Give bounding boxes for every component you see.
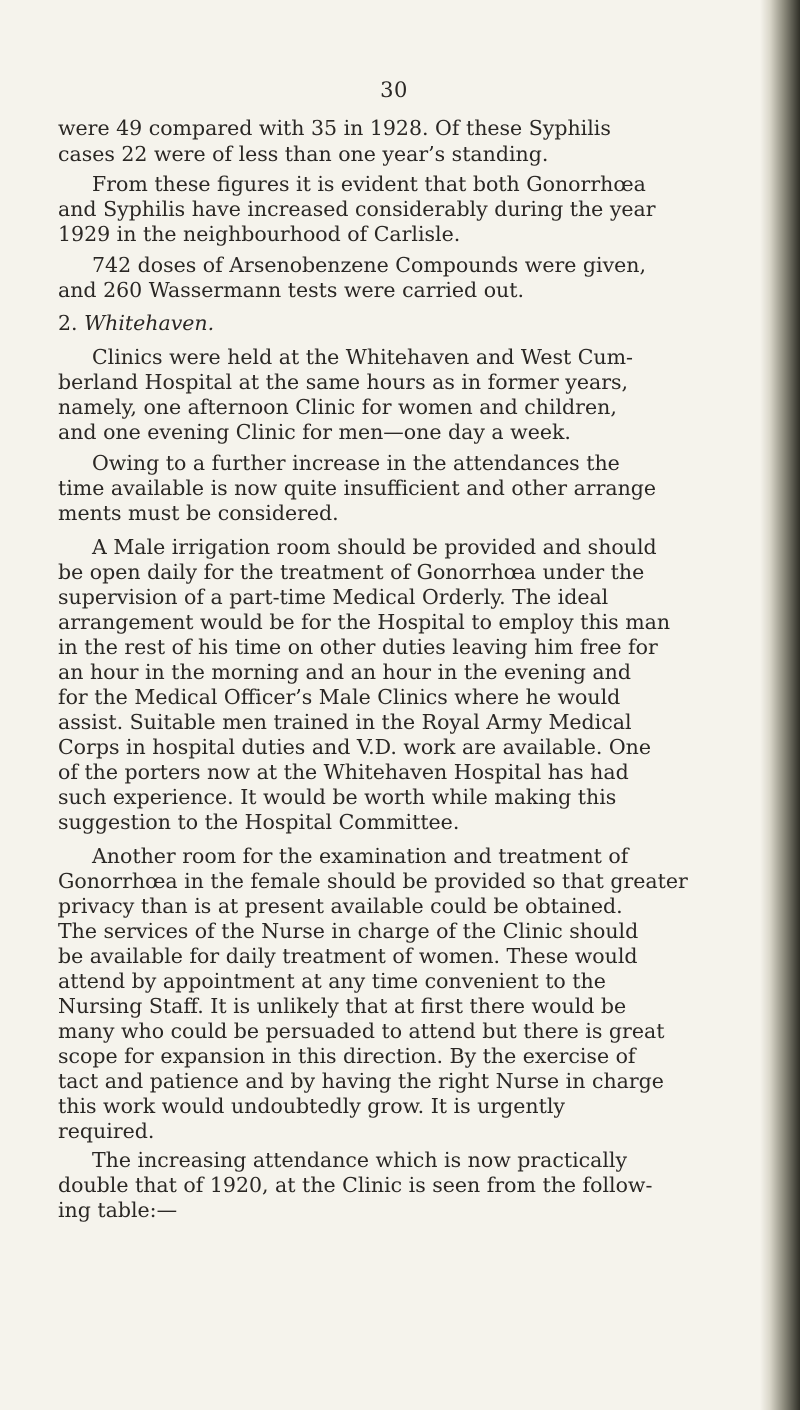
text-line: Another room for the examination and treatment of [92, 844, 629, 868]
text-line: assist. Suitable men trained in the Royal Army Medical [58, 710, 632, 734]
text-line: namely, one afternoon Clinic for women and children, [58, 395, 617, 419]
page-edge-shadow [760, 0, 800, 1410]
text-line: From these figures it is evident that both Gonorrhœa [92, 172, 646, 196]
text-line: and Syphilis have increased considerably during the year [58, 197, 656, 221]
text-line: double that of 1920, at the Clinic is seen from the follow- [58, 1173, 653, 1197]
text-line: time available is now quite insufficient and other arrange [58, 476, 657, 500]
text-line: and one evening Clinic for men—one day a week. [58, 420, 571, 444]
text-line: Gonorrhœa in the female should be provided so that greater [58, 869, 688, 893]
text-line: were 49 compared with 35 in 1928. Of these Syphilis [58, 116, 611, 140]
text-line: required. [58, 1119, 155, 1143]
text-line: cases 22 were of less than one year’s standing. [58, 142, 549, 166]
page-number: 30 [380, 78, 408, 102]
text-line: many who could be persuaded to attend but there is great [58, 1019, 665, 1043]
text-line: supervision of a part-time Medical Orderly. The ideal [58, 585, 609, 609]
text-line: berland Hospital at the same hours as in former years, [58, 370, 629, 394]
text-line: and 260 Wassermann tests were carried out. [58, 278, 524, 302]
text-line: privacy than is at present available could be obtained. [58, 894, 623, 918]
text-line: ing table:— [58, 1198, 178, 1222]
text-line: tact and patience and by having the right Nurse in charge [58, 1069, 664, 1093]
text-line: 742 doses of Arsenobenzene Compounds were given, [92, 253, 647, 277]
section-title: Whitehaven. [84, 311, 215, 335]
text-line: an hour in the morning and an hour in the evening and [58, 660, 631, 684]
text-line: The increasing attendance which is now practically [92, 1148, 628, 1172]
text-line: Owing to a further increase in the attendances the [92, 451, 620, 475]
section-number: 2. [58, 311, 78, 335]
text-line: scope for expansion in this direction. By the exercise of [58, 1044, 636, 1068]
text-line: in the rest of his time on other duties leaving him free for [58, 635, 658, 659]
text-line: for the Medical Officer’s Male Clinics where he would [58, 685, 621, 709]
text-line: be open daily for the treatment of Gonorrhœa under the [58, 560, 645, 584]
text-line: Nursing Staff. It is unlikely that at first there would be [58, 994, 627, 1018]
text-line: suggestion to the Hospital Committee. [58, 810, 460, 834]
text-line: attend by appointment at any time convenient to the [58, 969, 606, 993]
section-heading [58, 311, 214, 335]
text-line: Corps in hospital duties and V.D. work are available. One [58, 735, 652, 759]
text-line: be available for daily treatment of women. These would [58, 944, 638, 968]
text-line: of the porters now at the Whitehaven Hospital has had [58, 760, 629, 784]
text-line: ments must be considered. [58, 501, 339, 525]
text-line: The services of the Nurse in charge of the Clinic should [58, 919, 639, 943]
text-line: this work would undoubtedly grow. It is urgently [58, 1094, 565, 1118]
text-line: such experience. It would be worth while making this [58, 785, 617, 809]
text-line: 1929 in the neighbourhood of Carlisle. [58, 222, 461, 246]
text-line: arrangement would be for the Hospital to employ this man [58, 610, 671, 634]
text-line: Clinics were held at the Whitehaven and West Cum- [92, 345, 633, 369]
text-line: A Male irrigation room should be provided and should [92, 535, 657, 559]
